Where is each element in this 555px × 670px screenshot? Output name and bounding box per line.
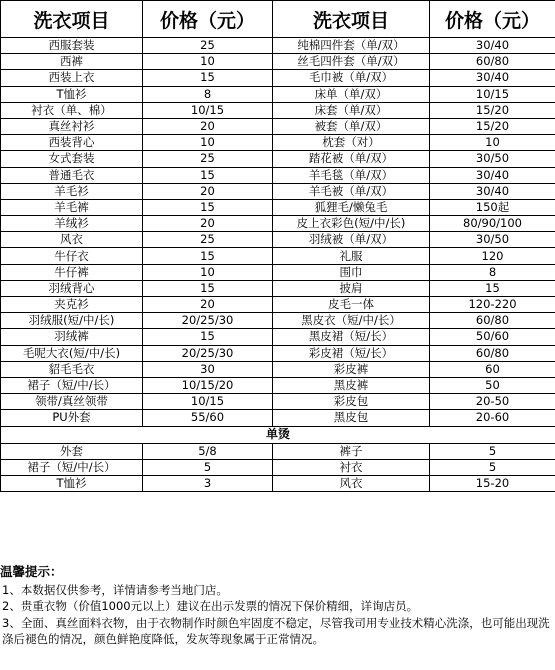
price-cell: 60 (430, 361, 555, 377)
table-row (1, 248, 555, 264)
table-row (1, 410, 555, 426)
price-cell: 20-50 (430, 394, 555, 410)
price-cell: 5 (430, 459, 555, 475)
price-cell: 10 (143, 264, 273, 280)
table-row (1, 345, 555, 361)
price-cell: 60/80 (430, 313, 555, 329)
item-name-cell: 皮毛一体 (273, 297, 430, 313)
item-name-cell: 羊毛毯（单/双） (273, 167, 430, 183)
price-cell: 30/50 (430, 232, 555, 248)
item-name-cell: 西裤 (1, 54, 143, 70)
item-name-cell: 枕套（对） (273, 135, 430, 151)
table-row (1, 183, 555, 199)
price-cell: 25 (143, 38, 273, 54)
price-cell: 15 (143, 167, 273, 183)
item-name-cell: 衬衣（单、棉） (1, 102, 143, 118)
price-cell: 15/20 (430, 118, 555, 134)
price-cell: 30/40 (430, 70, 555, 86)
price-cell: 30/50 (430, 151, 555, 167)
item-name-cell: 围巾 (273, 264, 430, 280)
item-name-cell: 衬衣 (273, 459, 430, 475)
price-cell: 20 (143, 183, 273, 199)
item-name-cell: 羽绒服(短/中/长) (1, 313, 143, 329)
item-name-cell: 踏花被（单/双） (273, 151, 430, 167)
item-name-cell: 真丝衬衫 (1, 118, 143, 134)
price-cell: 150起 (430, 199, 555, 215)
header-price-left: 价格（元） (143, 1, 273, 38)
price-cell: 15 (143, 280, 273, 296)
item-name-cell: 普通毛衣 (1, 167, 143, 183)
price-cell: 10/15 (143, 394, 273, 410)
table-row (1, 361, 555, 377)
price-cell: 10 (430, 135, 555, 151)
price-cell: 5 (430, 443, 555, 459)
price-cell: 50/60 (430, 329, 555, 345)
price-cell: 20 (143, 297, 273, 313)
item-name-cell: 羊毛裤 (1, 199, 143, 215)
item-name-cell: 羽绒背心 (1, 280, 143, 296)
price-cell: 3 (143, 475, 273, 491)
item-name-cell: 西装背心 (1, 135, 143, 151)
price-cell: 10 (143, 54, 273, 70)
table-row (1, 151, 555, 167)
table-row (1, 70, 555, 86)
table-row (1, 54, 555, 70)
price-cell: 60/80 (430, 54, 555, 70)
item-name-cell: 貂毛毛衣 (1, 361, 143, 377)
note-line: 2、贵重衣物（价值1000元以上）建议在出示发票的情况下保价精细，详询店员。 (2, 599, 419, 613)
item-name-cell: 披肩 (273, 280, 430, 296)
table-row (1, 329, 555, 345)
price-cell: 20 (143, 118, 273, 134)
item-name-cell: 羊毛被（单/双） (273, 183, 430, 199)
price-cell: 10/15 (143, 102, 273, 118)
price-cell: 50 (430, 377, 555, 393)
table-row (1, 280, 555, 296)
table-row (1, 216, 555, 232)
price-cell: 15 (143, 329, 273, 345)
table-row (1, 264, 555, 280)
table-row (1, 86, 555, 102)
price-cell: 55/60 (143, 410, 273, 426)
item-name-cell: 彩皮包 (273, 394, 430, 410)
header-row (1, 1, 555, 38)
item-name-cell: 羽绒裤 (1, 329, 143, 345)
item-name-cell: 床套（单/双） (273, 102, 430, 118)
table-row (1, 313, 555, 329)
item-name-cell: 西服套装 (1, 38, 143, 54)
notes-block (0, 556, 555, 648)
price-cell: 15/20 (430, 102, 555, 118)
item-name-cell: 风衣 (1, 232, 143, 248)
table-row (1, 297, 555, 313)
item-name-cell: T恤衫 (1, 475, 143, 491)
item-name-cell: 皮上衣彩色(短/中/长) (273, 216, 430, 232)
item-name-cell: PU外套 (1, 410, 143, 426)
section-row (1, 426, 555, 443)
price-cell: 10 (143, 135, 273, 151)
price-cell: 5 (143, 459, 273, 475)
price-cell: 80/90/100 (430, 216, 555, 232)
note-line: 1、本数据仅供参考，详情请参考当地门店。 (2, 582, 228, 597)
price-cell: 15 (143, 70, 273, 86)
table-row (1, 135, 555, 151)
item-name-cell: 被套（单/双） (273, 118, 430, 134)
item-name-cell: 羊毛衫 (1, 183, 143, 199)
item-name-cell: 女式套装 (1, 151, 143, 167)
price-cell: 30 (143, 361, 273, 377)
item-name-cell: 毛呢大衣(短/中/长) (1, 345, 143, 361)
iron-table-row (1, 475, 555, 491)
header-price-right: 价格（元） (430, 1, 555, 38)
price-cell: 60/80 (430, 345, 555, 361)
item-name-cell: 礼服 (273, 248, 430, 264)
price-cell: 30/40 (430, 167, 555, 183)
item-name-cell: 风衣 (273, 475, 430, 491)
table-row (1, 199, 555, 215)
item-name-cell: 毛巾被（单/双） (273, 70, 430, 86)
item-name-cell: 牛仔裤 (1, 264, 143, 280)
price-cell: 10/15 (430, 86, 555, 102)
price-cell: 5/8 (143, 443, 273, 459)
table-row (1, 102, 555, 118)
item-name-cell: 狐狸毛/懒兔毛 (273, 199, 430, 215)
item-name-cell: 床单（单/双） (273, 86, 430, 102)
price-cell: 15 (143, 199, 273, 215)
header-item-right: 洗衣项目 (273, 1, 430, 38)
price-cell: 20 (143, 216, 273, 232)
price-cell: 8 (143, 86, 273, 102)
table-row (1, 394, 555, 410)
item-name-cell: 彩皮裙（短/长） (273, 345, 430, 361)
item-name-cell: 黑皮包 (273, 410, 430, 426)
price-cell: 10/15/20 (143, 377, 273, 393)
price-cell: 120 (430, 248, 555, 264)
item-name-cell: 黑皮裙（短/长） (273, 329, 430, 345)
table-row (1, 167, 555, 183)
notes-title: 温馨提示： (0, 564, 63, 579)
price-cell: 20-60 (430, 410, 555, 426)
item-name-cell: 夹克衫 (1, 297, 143, 313)
item-name-cell: 西装上衣 (1, 70, 143, 86)
item-name-cell: 黑皮裤 (273, 377, 430, 393)
table-row (1, 118, 555, 134)
item-name-cell: 裙子（短/中/长） (1, 377, 143, 393)
header-item-left: 洗衣项目 (1, 1, 143, 38)
price-cell: 15-20 (430, 475, 555, 491)
item-name-cell: T恤衫 (1, 86, 143, 102)
price-cell: 30/40 (430, 183, 555, 199)
item-name-cell: 外套 (1, 443, 143, 459)
iron-table-row (1, 443, 555, 459)
item-name-cell: 彩皮裤 (273, 361, 430, 377)
item-name-cell: 黑皮衣（短/中/长） (273, 313, 430, 329)
item-name-cell: 羽绒被（单/双） (273, 232, 430, 248)
price-cell: 120-220 (430, 297, 555, 313)
price-cell: 20/25/30 (143, 345, 273, 361)
price-cell: 15 (143, 248, 273, 264)
table-row (1, 232, 555, 248)
price-cell: 25 (143, 151, 273, 167)
note-line: 3、全面、真丝面料衣物，由于衣物制作时颜色牢固度不稳定，尽管我司用专业技术精心洗涤，也可能出现洗涤后褪色的情况，颜色鲜艳度降低，发灰等现象属于正常情况。 (2, 615, 550, 646)
item-name-cell: 牛仔衣 (1, 248, 143, 264)
item-name-cell: 纯棉四件套（单/双） (273, 38, 430, 54)
table-row (1, 38, 555, 54)
section-title: 单烫 (1, 426, 555, 443)
price-cell: 25 (143, 232, 273, 248)
item-name-cell: 裤子 (273, 443, 430, 459)
price-cell: 30/40 (430, 38, 555, 54)
price-cell: 20/25/30 (143, 313, 273, 329)
price-cell: 15 (430, 280, 555, 296)
item-name-cell: 裙子（短/中/长） (1, 459, 143, 475)
item-name-cell: 羊绒衫 (1, 216, 143, 232)
price-cell: 8 (430, 264, 555, 280)
table-row (1, 377, 555, 393)
iron-table-row (1, 459, 555, 475)
item-name-cell: 领带/真丝领带 (1, 394, 143, 410)
item-name-cell: 丝毛四件套（单/双） (273, 54, 430, 70)
